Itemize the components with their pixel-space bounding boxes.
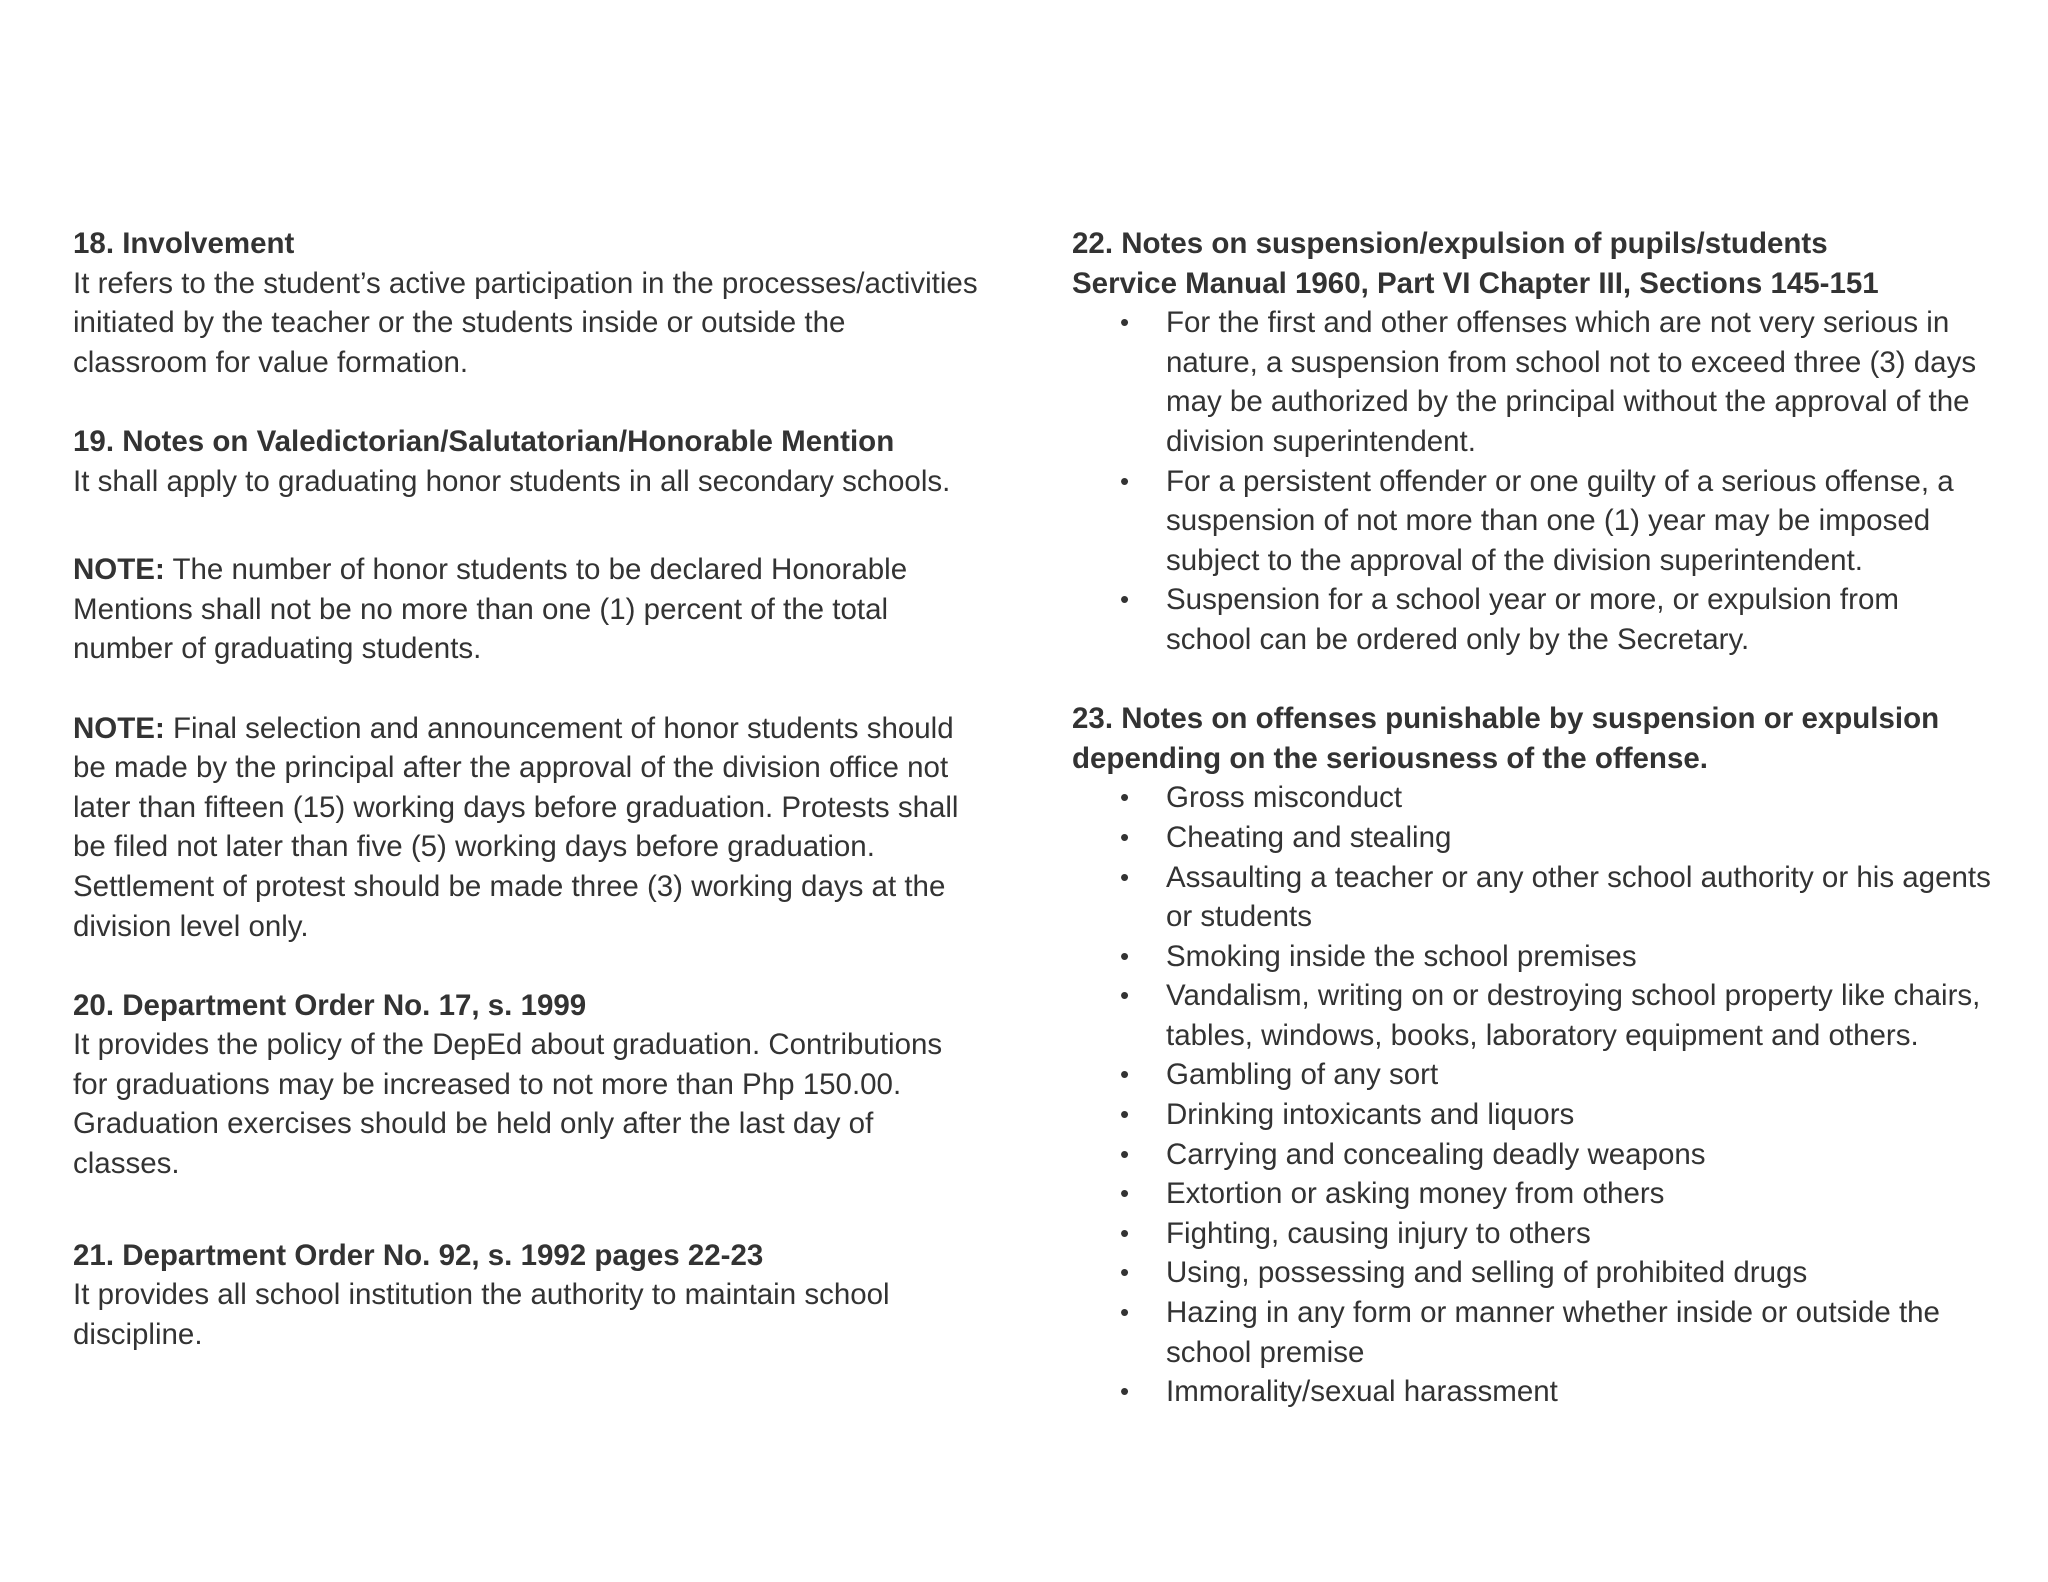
note-text: Final selection and announcement of honor students should be made by the principal after the approval of the division office not later than fifteen (15) working days before graduation. Protests shall be filed not later than five (5) working days before graduation. Settlement of protest should be made three (3) working days at the division level only. [73, 711, 959, 943]
section-19-heading: 19. Notes on Valedictorian/Salutatorian/Honorable Mention [73, 424, 895, 458]
list-item: • Immorality/sexual harassment [1072, 1372, 1992, 1412]
list-item: • For a persistent offender or one guilty of a serious offense, a suspension of not more than one (1) year may be imposed subject to the approval of the division superintendent. [1072, 462, 1992, 581]
list-item: • Gambling of any sort [1072, 1055, 1992, 1095]
list-item: • Vandalism, writing on or destroying school property like chairs, tables, windows, books, laboratory equipment and others. [1072, 976, 1992, 1055]
section-19 [73, 422, 983, 501]
list-item: • Assaulting a teacher or any other school authority or his agents or students [1072, 858, 1992, 937]
section-22-heading: 22. Notes on suspension/expulsion of pupils/students [1072, 227, 1828, 260]
note-label: NOTE: [73, 711, 165, 745]
section-19-body: It shall apply to graduating honor students in all secondary schools. [73, 464, 951, 498]
section-21-body: It provides all school institution the authority to maintain school discipline. [73, 1278, 890, 1351]
section-20-body: It provides the policy of the DepEd about graduation. Contributions for graduations may be increased to not more than Php 150.00. Graduation exercises should be held only after the last day of classes. [73, 1028, 943, 1181]
section-23-heading: 23. Notes on offenses punishable by suspension or expulsion depending on the seriousness of the offense. [1072, 702, 1940, 775]
list-item: • Using, possessing and selling of prohibited drugs [1072, 1253, 1992, 1293]
right-column [1072, 224, 1992, 1412]
section-18-heading: 18. Involvement [73, 227, 295, 260]
list-item: • For the first and other offenses which are not very serious in nature, a suspension from school not to exceed three (3) days may be authorized by the principal without the approval of the division superintendent. [1072, 303, 1992, 461]
list-item: • Extortion or asking money from others [1072, 1174, 1992, 1214]
list-item: • Cheating and stealing [1072, 818, 1992, 858]
section-22 [1072, 224, 1992, 660]
section-21-heading: 21. Department Order No. 92, s. 1992 pages 22-23 [73, 1238, 764, 1272]
section-18 [73, 224, 983, 382]
list-item: • Carrying and concealing deadly weapons [1072, 1135, 1992, 1175]
offenses-list [1072, 778, 1992, 1412]
list-item: • Smoking inside the school premises [1072, 937, 1992, 977]
list-item: • Suspension for a school year or more, or expulsion from school can be ordered only by the Secretary. [1072, 580, 1992, 659]
left-column [73, 224, 983, 1354]
note-honorable-mentions [73, 550, 983, 669]
suspension-list [1072, 303, 1992, 659]
section-20 [73, 986, 983, 1184]
list-item: • Hazing in any form or manner whether inside or outside the school premise [1072, 1293, 1992, 1372]
section-23 [1072, 699, 1992, 1412]
note-text: The number of honor students to be declared Honorable Mentions shall not be no more than one (1) percent of the total number of graduating students. [73, 553, 908, 666]
section-18-body: It refers to the student’s active participation in the processes/activities initiated by the teacher or the students inside or outside the classroom for value formation. [73, 266, 978, 379]
section-22-subheading: Service Manual 1960, Part VI Chapter III, Sections 145-151 [1072, 266, 1879, 300]
list-item: • Drinking intoxicants and liquors [1072, 1095, 1992, 1135]
list-item: • Fighting, causing injury to others [1072, 1214, 1992, 1254]
note-honor-selection [73, 709, 983, 947]
list-item: • Gross misconduct [1072, 778, 1992, 818]
section-21 [73, 1236, 983, 1355]
section-20-heading: 20. Department Order No. 17, s. 1999 [73, 988, 587, 1022]
note-label: NOTE: [73, 553, 165, 587]
